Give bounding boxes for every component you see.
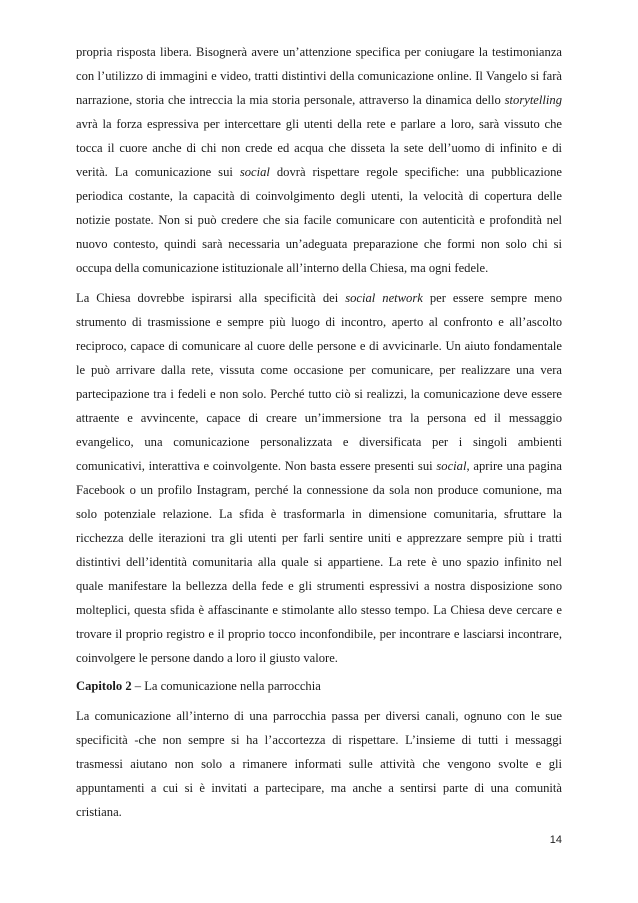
italic-term: social	[239, 165, 270, 179]
document-page	[76, 40, 562, 824]
italic-term: social	[436, 459, 467, 473]
paragraph-text: per essere sempre meno strumento di trasmissione e sempre più luogo di incontro, aperto al confronto e all’ascolto reciproco, capace di comunicare al cuore delle persone e di avvicinarle. Un aiuto fondamentale le può arrivare dalla rete, vissuta come occasione per comunicare, per realizzare una vera partecipazione tra i fedeli e non solo. Perché tutto ciò si realizzi, la comunicazione deve essere attraente e avvincente, capace di creare un’immersione tra la persona ed il messaggio evangelico, una comunicazione personalizzata e diversificata per i singoli ambienti comunicativi, interattiva e coinvolgente. Non basta essere presenti sui	[76, 291, 562, 473]
chapter-heading	[76, 674, 562, 698]
paragraph-text: La Chiesa dovrebbe ispirarsi alla specificità dei	[76, 291, 346, 305]
body-paragraph: La comunicazione all’interno di una parrocchia passa per diversi canali, ognuno con le sue specificità -che non sempre si ha l’accortezza di rispettare. L’insieme di tutti i messaggi trasmessi aiutano non solo a rimanere informati sulle attività che vengono svolte e gli appuntamenti a cui si è invitati a partecipare, ma anche a sentirsi parte di una comunità cristiana.	[76, 709, 562, 819]
paragraph-text: , aprire una pagina Facebook o un profilo Instagram, perché la connessione da sola non produce comunione, ma solo potenziale relazione. La sfida è trasformarla in dimensione comunitaria, sfruttare la ricchezza delle iterazioni tra gli utenti per farli sentire uniti e apprezzare sempre più i tratti distintivi dell’identità comunitaria alla quale si appartiene. La rete è uno spazio infinito nel quale manifestare la bellezza della fede e gli strumenti espressivi a nostra disposizione sono molteplici, questa sfida è affascinante e stimolante allo stesso tempo. La Chiesa deve cercare e trovare il proprio registro e il proprio tocco inconfondibile, per incontrare e lasciarsi incontrare, coinvolgere le persone dando a loro il giusto valore.	[76, 459, 562, 665]
page-number: 14	[549, 834, 562, 846]
italic-term: storytelling	[504, 93, 562, 107]
italic-term: social network	[345, 291, 423, 305]
paragraph-text: avrà la forza espressiva per intercettare gli utenti della rete e parlare a loro, sarà vissuto che tocca il cuore anche di chi non crede ed acqua che disseta la sete dell’uomo di infinito e di verità. La comunicazione sui	[76, 117, 562, 179]
paragraph-text: propria risposta libera. Bisognerà avere un’attenzione specifica per coniugare la testimonianza con l’utilizzo di immagini e video, tratti distintivi della comunicazione online. Il Vangelo si farà narrazione, storia che intreccia la mia storia personale, attraverso la dinamica dello	[76, 45, 562, 107]
chapter-title: – La comunicazione nella parrocchia	[131, 679, 321, 693]
paragraph-text: dovrà rispettare regole specifiche: una pubblicazione periodica costante, la capacità di coinvolgimento degli utenti, la velocità di copertura delle notizie postate. Non si può credere che sia facile comunicare con autenticità e profondità nel nuovo contesto, quindi sarà necessaria un’adeguata preparazione che formi non solo chi si occupa della comunicazione istituzionale all’interno della Chiesa, ma ogni fedele.	[76, 165, 563, 275]
chapter-number: Capitolo 2	[76, 679, 132, 693]
body-paragraph	[76, 286, 562, 670]
body-paragraph	[76, 40, 562, 280]
